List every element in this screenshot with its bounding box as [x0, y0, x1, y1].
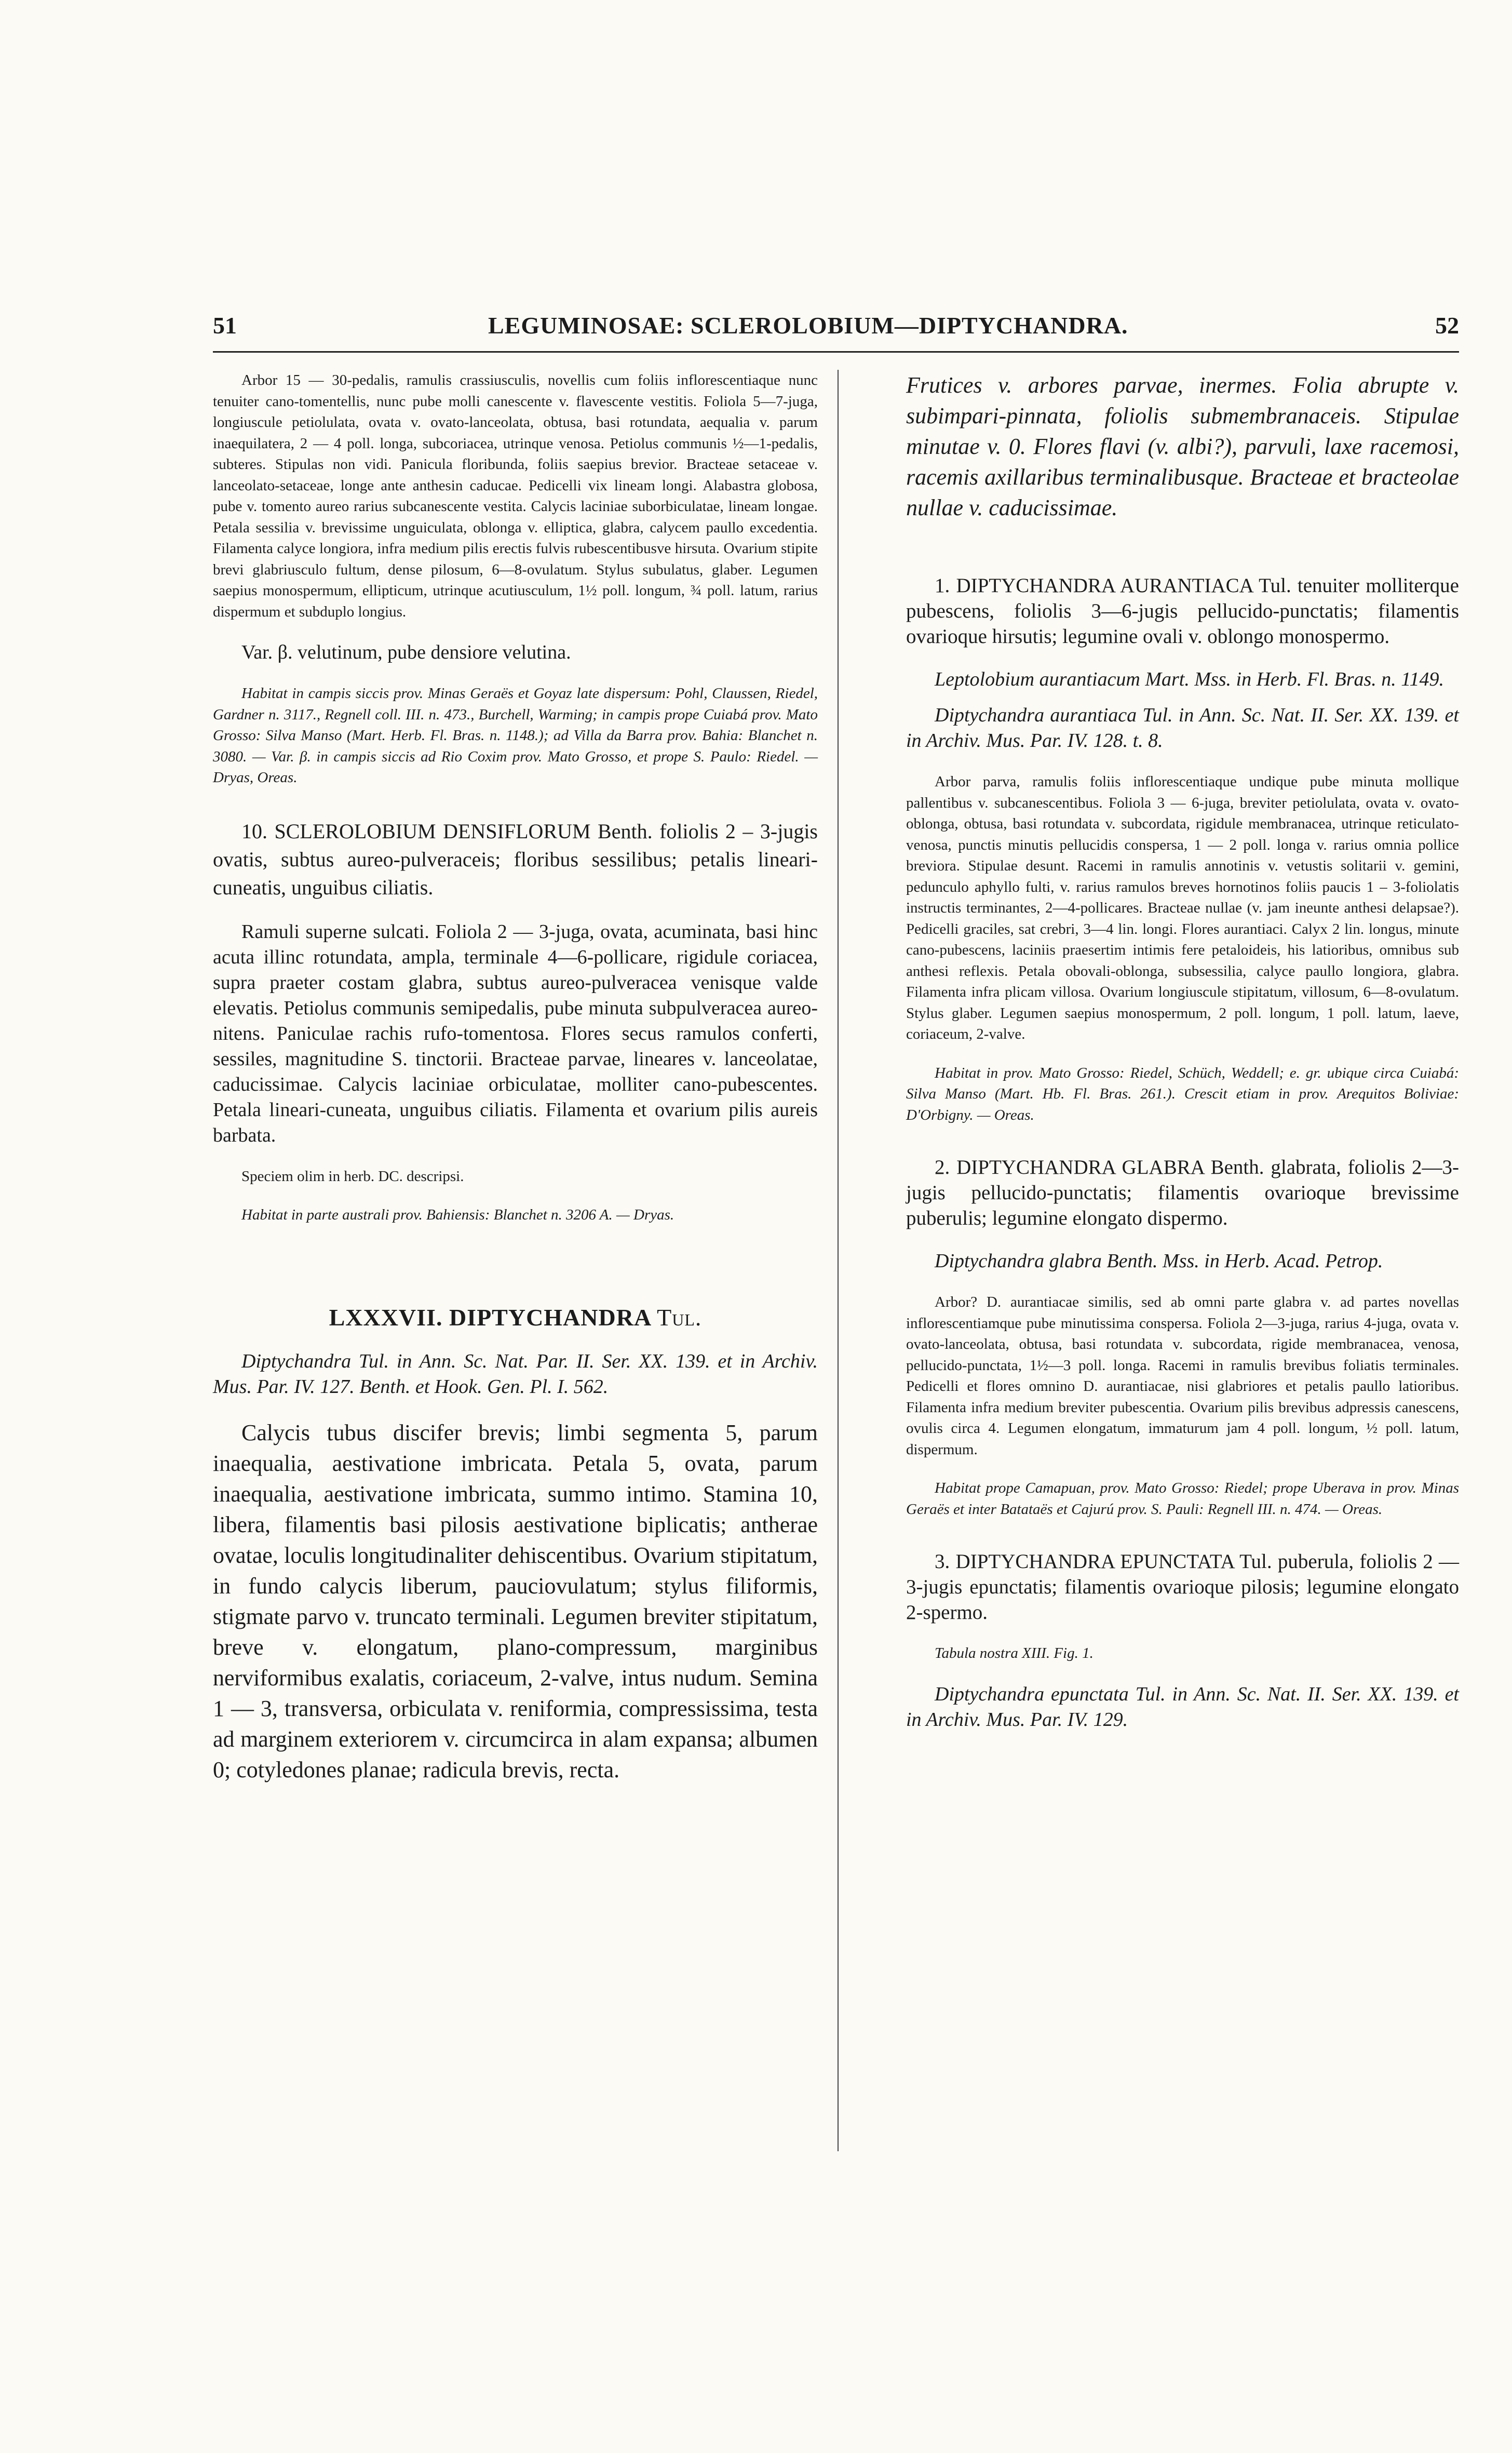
genus-title-text: LXXXVII. DIPTYCHANDRA [329, 1304, 651, 1331]
species-1-synonym-1: Leptolobium aurantiacum Mart. Mss. in Herb. Fl. Bras. n. 1149. [935, 668, 1444, 690]
species-10-note: Speciem olim in herb. DC. descripsi. [241, 1168, 464, 1185]
genus-description: Calycis tubus discifer brevis; limbi segmenta 5, parum inaequalia, aestivatione imbricata. Petala 5, ovata, parum inaequalia, aestivatione imbricata, summo intimo. Stamina 10, libera, filamentis basi pilosis aestivatione biplicatis; antherae ovatae, loculis longitudinaliter dehiscentibus. Ovarium stipitatum, in fundo calycis liberum, pauciovulatum; stylus filiformis, stigmate parvo v. truncato terminali. Legumen breviter stipitatum, breve v. elongatum, plano-compressum, marginibus nerviformibus exalatis, coriaceum, 2-valve, intus nudum. Semina 1 — 3, transversa, orbiculata v. reniformia, compressissima, testa ad marginem exteriorem v. circumcirca in alam expansa; albumen 0; cotyledones planae; radicula brevis, recta. [213, 1419, 818, 1782]
running-title: LEGUMINOSAE: SCLEROLOBIUM—DIPTYCHANDRA. [488, 312, 1128, 339]
species-1-description: Arbor parva, ramulis foliis inflorescentiaque undique pube minuta mollique pallentibus v. subcanescentibus. Foliola 3 — 6-juga, breviter petiolulata, ovata v. ovato-oblonga, obtusa, basi rotundata v. subcordata, rigidule membranacea, utrinque reticulato-venosa, punctis minutis pellucidis conspersa, 1 — 2 poll. longa v. rarius omnia pollice breviora. Stipulae desunt. Racemi in ramulis annotinis v. vetustis solitarii v. gemini, pedunculo aphyllo fulti, v. rarius ramulos breves hornotinos foliis paucis 1 – 3-foliolatis instructis terminantes, 2—4-pollicares. Bracteae nullae (v. jam ineunte anthesi delapsae?). Pedicelli graciles, sat crebri, 3—4 lin. longi. Flores aurantiaci. Calyx 2 lin. longus, minute cano-pubescens, laciniis praesertim intimis fere petaloideis, his latioribus, omnibus sub anthesi reflexis. Petala obovali-oblonga, subsessilia, calyce paullo longiora, glabra. Filamenta infra plicam villosa. Ovarium longiuscule stipitatum, villosum, 6—8-ovulatum. Stylus glaber. Legumen saepius monospermum, 2 poll. longum, 1 poll. latum, laeve, coriaceum, 2-valve. [906, 773, 1459, 1042]
habitat-paragraph: Habitat in campis siccis prov. Minas Geraës et Goyaz late dispersum: Pohl, Claussen, Riedel, Gardner n. 3117., Regnell coll. III. n. 473., Burchell, Warming; in campis prope Cuiabá prov. Mato Grosso: Silva Manso (Mart. Herb. Fl. Bras. n. 1148.); ad Villa da Barra prov. Bahia: Blanchet n. 3080. — Var. β. in campis siccis ad Rio Coxim prov. Mato Grosso, et prope S. Paulo: Riedel. — Dryas, Oreas. [213, 685, 818, 786]
species-1-habitat: Habitat in prov. Mato Grosso: Riedel, Schüch, Weddell; e. gr. ubique circa Cuiabá: Silva Manso (Mart. Hb. Fl. Bras. 261.). Crescit etiam in prov. Arequitos Boliviae: D'Orbigny. — Oreas. [906, 1064, 1459, 1123]
column-divider [838, 370, 839, 2151]
species-2-synonym: Diptychandra glabra Benth. Mss. in Herb. Acad. Petrop. [935, 1250, 1383, 1272]
species-2-habitat: Habitat prope Camapuan, prov. Mato Grosso: Riedel; prope Uberava in prov. Minas Geraës et inter Batataës et Cajurú prov. S. Pauli: Regnell III. n. 474. — Oreas. [906, 1480, 1459, 1518]
species-10-heading: 10. SCLEROLOBIUM DENSIFLORUM Benth. foliolis 2 – 3-jugis ovatis, subtus aureo-pulveraceis; floribus sessilibus; petalis lineari-cuneatis, unguibus ciliatis. [213, 819, 818, 899]
species-3-synonym: Diptychandra epunctata Tul. in Ann. Sc. Nat. II. Ser. XX. 139. et in Archiv. Mus. Par. IV. 129. [906, 1683, 1459, 1731]
genus-references: Diptychandra Tul. in Ann. Sc. Nat. Par. II. Ser. XX. 139. et in Archiv. Mus. Par. IV. 127. Benth. et Hook. Gen. Pl. I. 562. [213, 1350, 818, 1398]
species-1-synonym-2: Diptychandra aurantiaca Tul. in Ann. Sc. Nat. II. Ser. XX. 139. et in Archiv. Mus. Par. IV. 128. t. 8. [906, 704, 1459, 752]
left-column [213, 370, 818, 1785]
header-rule [213, 351, 1459, 353]
species-10-habitat: Habitat in parte australi prov. Bahiensis: Blanchet n. 3206 A. — Dryas. [241, 1207, 674, 1223]
variety-beta: Var. β. velutinum, pube densiore velutina. [241, 641, 571, 663]
species-1-heading: 1. DIPTYCHANDRA AURANTIACA Tul. tenuiter molliterque pubescens, foliolis 3—6-jugis pellucido-punctatis; filamentis ovarioque hirsutis; legumine ovali v. oblongo monospermo. [906, 574, 1459, 648]
species-3-plate-reference: Tabula nostra XIII. Fig. 1. [935, 1645, 1094, 1661]
genus-summary: Frutices v. arbores parvae, inermes. Folia abrupte v. subimpari-pinnata, foliolis submembranaceis. Stipulae minutae v. 0. Flores flavi (v. albi?), parvuli, laxe racemosi, racemis axillaribus terminalibusque. Bracteae et bracteolae nullae v. caducissimae. [906, 372, 1459, 520]
species-10-description: Ramuli superne sulcati. Foliola 2 — 3-juga, ovata, acuminata, basi hinc acuta illinc rotundata, ampla, terminale 4—6-pollicare, rigidule coriacea, supra praeter costam glabra, subtus aureo-pulveracea venisque valde elevatis. Petiolus communis semipedalis, pube minuta subpulveracea aureo-nitens. Paniculae rachis rufo-tomentosa. Flores secus ramulos conferti, sessiles, magnitudine S. tinctorii. Bracteae parvae, lineares v. lanceolatae, caducissimae. Calycis laciniae orbiculatae, molliter cano-pubescentes. Petala lineari-cuneata, unguibus ciliatis. Filamenta et ovarium pilis aureis barbata. [213, 920, 818, 1146]
species-2-description: Arbor? D. aurantiacae similis, sed ab omni parte glabra v. ad partes novellas inflorescentiamque pube minutissima conspersa. Foliola 2—3-juga, rarius 4-juga, ovata v. ovato-lanceolata, obtusa, basi rotundata v. subcordata, rigide membranacea, venosa, pellucido-punctata, 1½—3 poll. longa. Racemi in ramulis brevibus foliatis terminales. Pedicelli et flores omnino D. aurantiacae, nisi glabriores et petalis paullo latioribus. Filamenta infra medium breviter pubescentia. Ovarium pilis brevibus adpressis canescens, ovulis circa 4. Legumen elongatum, immaturum jam 4 poll. longum, ½ poll. latum, dispermum. [906, 1294, 1459, 1458]
page-number-left: 51 [213, 312, 237, 339]
page-header [213, 312, 1459, 348]
genus-title [213, 1304, 818, 1331]
genus-title-author: Tul. [657, 1304, 702, 1331]
species-3-heading: 3. DIPTYCHANDRA EPUNCTATA Tul. puberula, foliolis 2 — 3-jugis epunctatis; filamentis ovarioque pilosis; legumine elongato 2-spermo. [906, 1550, 1459, 1624]
page-number-right: 52 [1435, 312, 1459, 339]
species-2-heading: 2. DIPTYCHANDRA GLABRA Benth. glabrata, foliolis 2—3-jugis pellucido-punctatis; filamentis ovarioque brevissime puberulis; legumine elongato dispermo. [906, 1156, 1459, 1229]
sclerolobium-description: Arbor 15 — 30-pedalis, ramulis crassiusculis, novellis cum foliis inflorescentiaque nunc tenuiter cano-tomentellis, nunc pube molli canescente v. flavescente vestitis. Foliola 5—7-juga, longiuscule petiolulata, ovata v. ovato-lanceolata, obtusa, basi rotundata, aequalia v. parum inaequilatera, 2 — 4 poll. longa, subcoriacea, utrinque venosa. Petiolus communis ½—1-pedalis, subteres. Stipulas non vidi. Panicula floribunda, foliis saepius brevior. Bracteae setaceae v. lanceolato-setaceae, longe ante anthesin caducae. Pedicelli vix lineam longi. Alabastra globosa, pube v. tomento aureo rarius subcanescente vestita. Calycis laciniae suborbiculatae, lineam longae. Petala sessilia v. brevissime unguiculata, oblonga v. elliptica, glabra, calycem paullo excedentia. Filamenta calyce longiora, infra medium pilis erectis fulvis rubescentibusve hirsuta. Ovarium stipite brevi glabriusculo fultum, dense pilosum, 6—8-ovulatum. Stylus subulatus, glaber. Legumen saepius monospermum, ellipticum, utrinque acutiusculum, 1½ poll. longum, ¾ poll. latum, rarius dispermum et subduplo longius. [213, 372, 818, 620]
right-column [906, 370, 1459, 1733]
